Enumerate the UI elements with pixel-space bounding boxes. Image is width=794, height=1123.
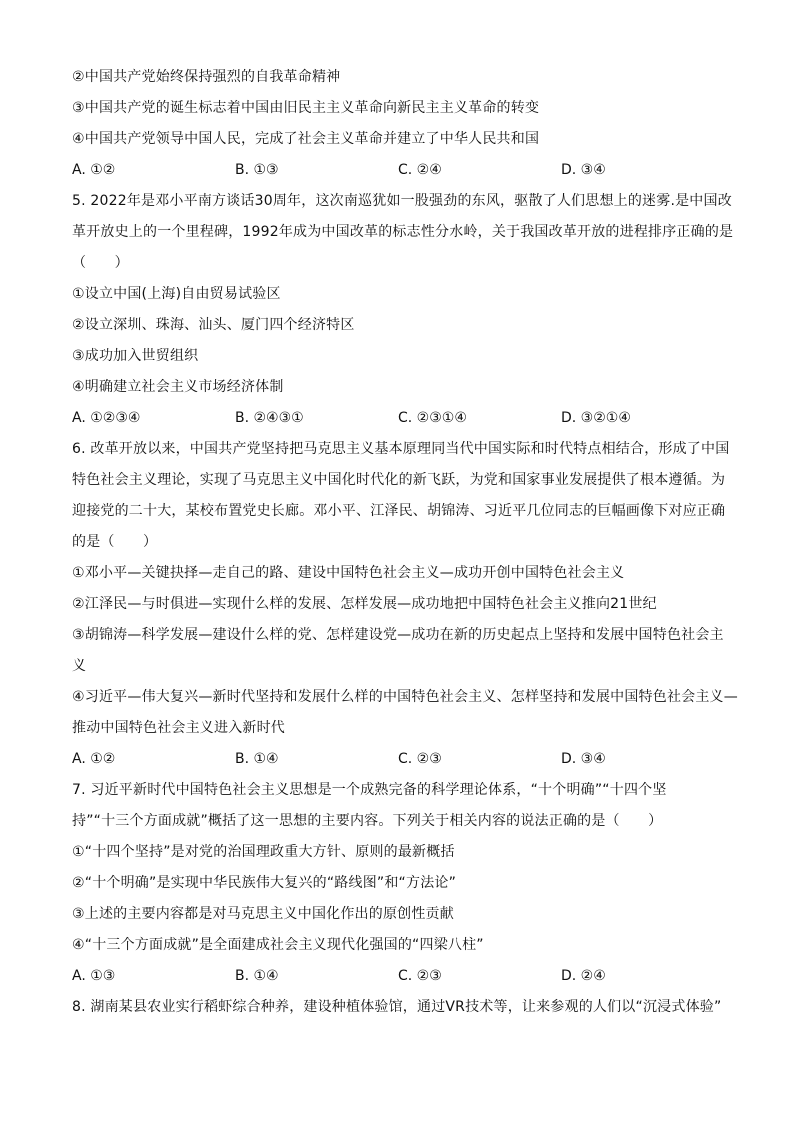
q5-stem-line-2: 革开放史上的一个里程碑，1992年成为中国改革的标志性分水岭，关于我国改革开放的进程排序正确的是 [72,224,734,240]
q6-option-b: B. ①④ [235,751,279,767]
q7-option-c: C. ②③ [398,968,442,984]
q4-options [72,155,736,186]
q6-statement-1: ①邓小平—关键抉择—走自己的路、建设中国特色社会主义—成功开创中国特色社会主义 [72,565,625,581]
q7-option-d: D. ②④ [561,968,606,984]
q7-stem-line-1: 7. 习近平新时代中国特色社会主义思想是一个成熟完备的科学理论体系，“十个明确”“十四个坚 [72,782,667,798]
q5-option-c: C. ②③①④ [398,410,467,426]
q6-statement-4-line-1: ④习近平—伟大复兴—新时代坚持和发展什么样的中国特色社会主义、怎样坚持和发展中国特色社会主义— [72,689,738,705]
q6-options [72,744,736,775]
q6-option-c: C. ②③ [398,751,442,767]
q7-statement-1: ①“十四个坚持”是对党的治国理政重大方针、原则的最新概括 [72,844,455,860]
q6-statement-2: ②江泽民—与时俱进—实现什么样的发展、怎样发展—成功地把中国特色社会主义推向21世纪 [72,596,657,612]
q5-answer-bracket: （ ） [72,255,129,271]
q4-option-b: B. ①③ [235,162,279,178]
q7-stem-line-2: 持”“十三个方面成就”概括了这一思想的主要内容。下列关于相关内容的说法正确的是（ ） [72,813,663,829]
q6-statement-4-line-2: 推动中国特色社会主义进入新时代 [72,720,285,736]
q7-statement-4: ④“十三个方面成就”是全面建成社会主义现代化强国的“四梁八柱” [72,937,484,953]
q7-statement-3: ③上述的主要内容都是对马克思主义中国化作出的原创性贡献 [72,906,454,922]
q5-statement-1: ①设立中国(上海)自由贸易试验区 [72,286,281,302]
q5-statement-4: ④明确建立社会主义市场经济体制 [72,379,284,395]
q5-options [72,403,736,434]
q7-option-b: B. ①④ [235,968,279,984]
q5-option-b: B. ②④③① [235,410,304,426]
q6-option-a: A. ①② [72,751,116,767]
q4-option-c: C. ②④ [398,162,442,178]
q4-statement-2: ②中国共产党始终保持强烈的自我革命精神 [72,69,341,85]
q6-statement-3-line-1: ③胡锦涛—科学发展—建设什么样的党、怎样建设党—成功在新的历史起点上坚持和发展中国特色社会主 [72,627,724,643]
q4-statement-4: ④中国共产党领导中国人民，完成了社会主义革命并建立了中华人民共和国 [72,131,540,147]
q4-statement-3: ③中国共产党的诞生标志着中国由旧民主主义革命向新民主主义革命的转变 [72,100,540,116]
q4-option-a: A. ①② [72,162,116,178]
q7-option-a: A. ①③ [72,968,116,984]
q6-stem-line-2: 特色社会主义理论，实现了马克思主义中国化时代化的新飞跃，为党和国家事业发展提供了根本遵循。为 [72,472,726,488]
q5-option-a: A. ①②③④ [72,410,141,426]
q5-option-d: D. ③②①④ [561,410,631,426]
exam-page [72,62,736,1023]
q5-statement-2: ②设立深圳、珠海、汕头、厦门四个经济特区 [72,317,355,333]
q6-stem-line-3: 迎接党的二十大，某校布置党史长廊。邓小平、江泽民、胡锦涛、习近平几位同志的巨幅画像下对应正确 [72,503,726,519]
q6-statement-3-line-2: 义 [72,658,87,674]
q7-options [72,961,736,992]
q4-option-d: D. ③④ [561,162,606,178]
q8-stem-line-1: 8. 湖南某县农业实行稻虾综合种养，建设种植体验馆，通过VR技术等，让来参观的人们以“沉浸式体验” [72,999,722,1015]
q6-stem-line-1: 6. 改革开放以来，中国共产党坚持把马克思主义基本原理同当代中国实际和时代特点相结合，形成了中国 [72,441,730,457]
q6-stem-line-4: 的是（ ） [72,534,158,550]
q5-stem-line-1: 5. 2022年是邓小平南方谈话30周年，这次南巡犹如一股强劲的东风，驱散了人们思想上的迷雾.是中国改 [72,193,732,209]
q7-statement-2: ②“十个明确”是实现中华民族伟大复兴的“路线图”和“方法论” [72,875,457,891]
q6-option-d: D. ③④ [561,751,606,767]
q5-statement-3: ③成功加入世贸组织 [72,348,199,364]
